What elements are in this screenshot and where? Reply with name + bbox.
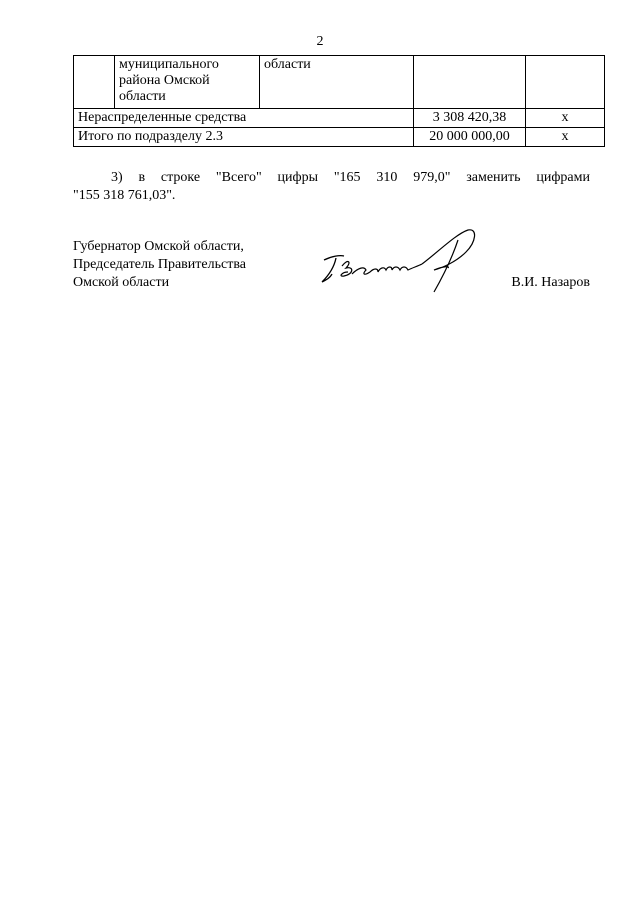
instruction-paragraph bbox=[73, 169, 590, 205]
name-line: области bbox=[119, 89, 166, 104]
table-cell-name bbox=[115, 56, 260, 109]
table-cell-amount: 3 308 420,38 bbox=[414, 109, 526, 128]
table-cell-amount: 20 000 000,00 bbox=[414, 128, 526, 147]
signatory-title-line: Председатель Правительства bbox=[73, 257, 246, 272]
table-row bbox=[74, 56, 605, 109]
table-row bbox=[74, 128, 605, 147]
handwritten-signature bbox=[318, 222, 488, 302]
page-number: 2 bbox=[316, 34, 324, 49]
table-cell-amount bbox=[414, 56, 526, 109]
table-cell-label: Итого по подразделу 2.3 bbox=[74, 128, 414, 147]
signatory-name: В.И. Назаров bbox=[511, 275, 590, 290]
signatory-title bbox=[73, 238, 293, 292]
name-line: муниципального bbox=[119, 57, 219, 72]
table-cell-label: Нераспределенные средства bbox=[74, 109, 414, 128]
table-cell-index bbox=[74, 56, 115, 109]
table-cell-desc: области bbox=[260, 56, 414, 109]
table-cell-mark bbox=[526, 56, 605, 109]
instruction-line: "155 318 761,03". bbox=[73, 188, 176, 203]
budget-table bbox=[73, 55, 605, 147]
signatory-title-line: Губернатор Омской области, bbox=[73, 239, 244, 254]
table-row bbox=[74, 109, 605, 128]
table-cell-mark: x bbox=[526, 109, 605, 128]
name-line: района Омской bbox=[119, 73, 210, 88]
table-cell-mark: x bbox=[526, 128, 605, 147]
instruction-line: 3) в строке "Всего" цифры "165 310 979,0" заменить цифрами bbox=[111, 170, 590, 185]
signatory-title-line: Омской области bbox=[73, 275, 170, 290]
